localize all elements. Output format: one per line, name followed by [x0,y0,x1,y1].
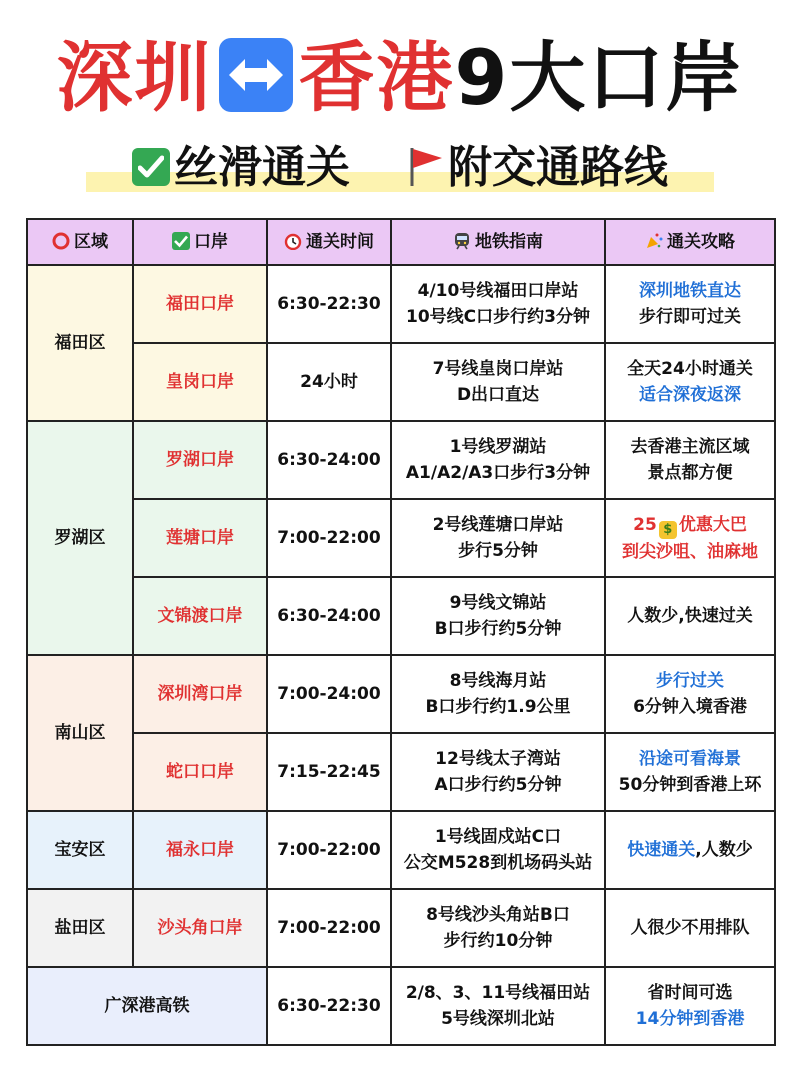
clearance-tip: 全天24小时通关 适合深夜返深 [605,343,775,421]
metro-guide: 8号线海月站 B口步行约1.9公里 [391,655,605,733]
table-row [27,889,775,967]
clearance-tip: 人很少不用排队 [605,889,775,967]
district-nanshan: 南山区 [27,655,133,811]
district-baoan: 宝安区 [27,811,133,889]
title-hongkong: 香港 [298,33,455,122]
metro-guide: 9号线文锦站 B口步行约5分钟 [391,577,605,655]
table-row [27,967,775,1045]
clearance-tip: 25 $ 优惠大巴 到尖沙咀、油麻地 [605,499,775,577]
metro-guide: 7号线皇岗口岸站 D出口直达 [391,343,605,421]
port-name: 文锦渡口岸 [133,577,267,655]
page-title [0,28,800,128]
title-nine-ports: 9大口岸 [454,33,744,122]
clearance-time: 7:00-22:00 [267,499,391,577]
clearance-time: 6:30-24:00 [267,577,391,655]
clearance-tip: 快速通关,人数少 [605,811,775,889]
port-name: 莲塘口岸 [133,499,267,577]
header-region: 区域 [27,219,133,265]
check-mark-icon [172,232,190,250]
party-popper-icon [645,232,663,250]
clearance-time: 24小时 [267,343,391,421]
money-bag-icon: $ [659,521,677,539]
left-right-arrow-icon [219,38,293,112]
metro-guide: 1号线罗湖站 A1/A2/A3口步行3分钟 [391,421,605,499]
header-time: 通关时间 [267,219,391,265]
table-row [27,733,775,811]
header-metro: 地铁指南 [391,219,605,265]
check-mark-icon [132,148,170,186]
clearance-tip: 人数少,快速过关 [605,577,775,655]
table-row [27,343,775,421]
clearance-time: 6:30-24:00 [267,421,391,499]
port-name: 福田口岸 [133,265,267,343]
district-yantian: 盐田区 [27,889,133,967]
district-futian: 福田区 [27,265,133,421]
district-high-speed-rail: 广深港高铁 [27,967,267,1045]
subtitle-smooth-clearance: 丝滑通关 [174,142,350,193]
clearance-time: 7:15-22:45 [267,733,391,811]
title-shenzhen: 深圳 [56,33,213,122]
district-luohu: 罗湖区 [27,421,133,655]
port-name: 皇岗口岸 [133,343,267,421]
metro-guide: 8号线沙头角站B口 步行约10分钟 [391,889,605,967]
clearance-tip: 深圳地铁直达 步行即可过关 [605,265,775,343]
red-flag-icon [406,144,446,188]
table-row [27,811,775,889]
table-row [27,265,775,343]
header-port: 口岸 [133,219,267,265]
clearance-time: 6:30-22:30 [267,967,391,1045]
table-row [27,577,775,655]
ports-table [26,218,776,1046]
port-name: 蛇口口岸 [133,733,267,811]
subtitle [0,140,800,200]
table-row [27,655,775,733]
table-row [27,499,775,577]
red-circle-icon [52,232,70,250]
table-header-row [27,219,775,265]
port-name: 深圳湾口岸 [133,655,267,733]
clearance-time: 7:00-24:00 [267,655,391,733]
subtitle-transport-routes: 附交通路线 [448,142,668,193]
table-row [27,421,775,499]
metro-guide: 12号线太子湾站 A口步行约5分钟 [391,733,605,811]
alarm-clock-icon [284,232,302,250]
port-name: 罗湖口岸 [133,421,267,499]
metro-guide: 4/10号线福田口岸站 10号线C口步行约3分钟 [391,265,605,343]
clearance-time: 7:00-22:00 [267,811,391,889]
clearance-tip: 步行过关 6分钟入境香港 [605,655,775,733]
header-tips: 通关攻略 [605,219,775,265]
clearance-tip: 省时间可选 14分钟到香港 [605,967,775,1045]
metro-guide: 2号线莲塘口岸站 步行5分钟 [391,499,605,577]
port-name: 沙头角口岸 [133,889,267,967]
metro-train-icon [453,232,471,250]
metro-guide: 2/8、3、11号线福田站 5号线深圳北站 [391,967,605,1045]
port-name: 福永口岸 [133,811,267,889]
metro-guide: 1号线固戍站C口 公交M528到机场码头站 [391,811,605,889]
clearance-tip: 去香港主流区域 景点都方便 [605,421,775,499]
clearance-time: 6:30-22:30 [267,265,391,343]
clearance-time: 7:00-22:00 [267,889,391,967]
clearance-tip: 沿途可看海景 50分钟到香港上环 [605,733,775,811]
